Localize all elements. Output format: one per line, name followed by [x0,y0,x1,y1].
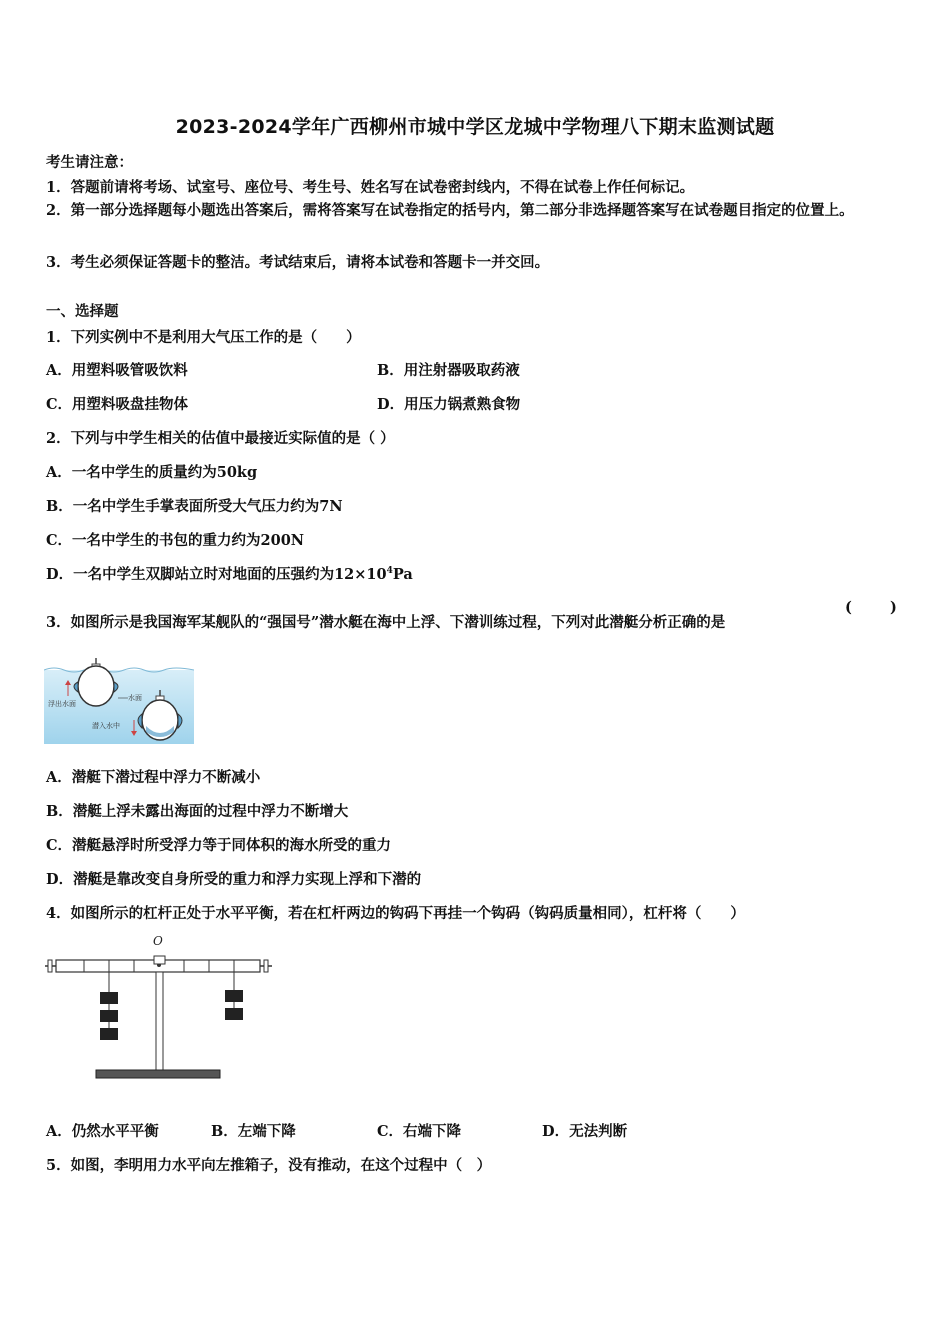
q4-option-d[interactable]: D．无法判断 [542,1123,628,1140]
q2-option-a[interactable]: A．一名中学生的质量约为50kg [46,464,258,481]
q1-option-b[interactable]: B．用注射器吸取药液 [377,362,520,379]
submarine-figure [44,656,194,744]
notice-heading: 考生请注意： [46,154,133,171]
notice-item-2: 2．第一部分选择题每小题选出答案后，需将答案写在试卷指定的括号内，第二部分非选择题答案写在试卷题目指定的位置上。 [46,202,854,219]
q4-option-c[interactable]: C．右端下降 [377,1123,462,1140]
q2-option-c[interactable]: C．一名中学生的书包的重力约为200N [46,532,305,549]
left-weights [100,972,118,1040]
q1-stem: 1．下列实例中不是利用大气压工作的是（ ） [46,329,361,346]
q2-stem: 2．下列与中学生相关的估值中最接近实际值的是（ ） [46,430,395,447]
q1-option-a[interactable]: A．用塑料吸管吸饮料 [46,362,188,379]
q4-option-b[interactable]: B．左端下降 [211,1123,296,1140]
label-float: 浮出水面 [48,700,76,708]
q4-stem: 4．如图所示的杠杆正处于水平平衡，若在杠杆两边的钩码下再挂一个钩码（钩码质量相同），杠杆将（ ） [46,905,745,922]
lever-figure [42,932,274,1084]
q2-option-d-unit: Pa [392,566,413,583]
q4-option-a[interactable]: A．仍然水平平衡 [46,1123,159,1140]
label-dive: 潜入水中 [92,722,120,730]
q1-option-d[interactable]: D．用压力锅煮熟食物 [377,396,521,413]
q2-option-b[interactable]: B．一名中学生手掌表面所受大气压力约为7N [46,498,343,515]
q2-option-d-exponent: 4 [386,566,393,577]
q2-option-d-text: D．一名中学生双脚站立时对地面的压强约为12×10 [46,566,387,583]
q3-option-a[interactable]: A．潜艇下潜过程中浮力不断减小 [46,769,261,786]
section-heading: 一、选择题 [46,303,119,320]
q3-paren-right: ) [890,599,897,616]
q3-option-d[interactable]: D．潜艇是靠改变自身所受的重力和浮力实现上浮和下潜的 [46,871,422,888]
q1-option-c[interactable]: C．用塑料吸盘挂物体 [46,396,189,413]
notice-item-1: 1．答题前请将考场、试室号、座位号、考生号、姓名写在试卷密封线内，不得在试卷上作任何标记。 [46,179,695,196]
notice-item-3: 3．考生必须保证答题卡的整洁。考试结束后，请将本试卷和答题卡一并交回。 [46,254,550,271]
page-title: 2023-2024学年广西柳州市城中学区龙城中学物理八下期末监测试题 [175,116,775,138]
q3-option-b[interactable]: B．潜艇上浮未露出海面的过程中浮力不断增大 [46,803,349,820]
pivot-label: O [153,934,163,948]
label-water: 水面 [128,694,142,702]
q3-paren-left: ( [845,599,852,616]
q2-option-d[interactable] [46,563,413,584]
q3-option-c[interactable]: C．潜艇悬浮时所受浮力等于同体积的海水所受的重力 [46,837,392,854]
q3-stem: 3．如图所示是我国海军某舰队的“强国号”潜水艇在海中上浮、下潜训练过程，下列对此潜艇分析正确的是 [46,614,726,631]
q5-stem: 5．如图，李明用力水平向左推箱子，没有推动，在这个过程中（ ） [46,1157,492,1174]
right-weights [225,972,243,1020]
